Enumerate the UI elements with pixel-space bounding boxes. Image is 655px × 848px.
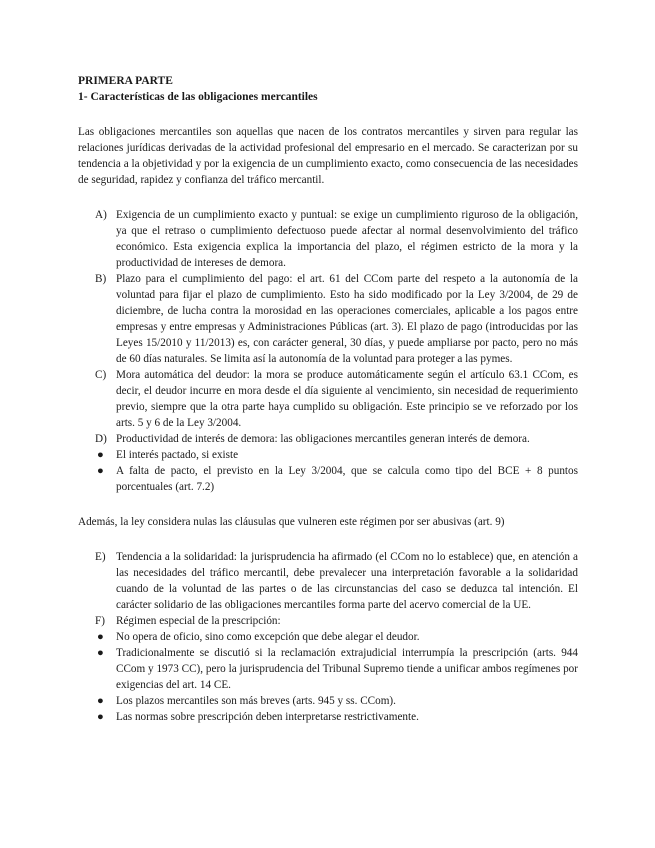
list-item-text: No opera de oficio, sino como excepción que debe alegar el deudor.: [116, 631, 420, 643]
bullet-item: [78, 709, 578, 725]
list-marker: A): [95, 209, 107, 221]
list-item-text: Plazo para el cumplimiento del pago: el art. 61 del CCom parte del respeto a la autonomía de la voluntad para fijar el plazo de cumplimiento. Esto ha sido modificado por la Ley 3/2004, de 29 de diciembre, de lucha contra la morosidad en las operaciones comerciales, aplicable a los pagos entre empresas y entre empresas y Administraciones Públicas (art. 3). El plazo de pago (introducidas por las Leyes 15/2010 y 11/2013) es, con carácter general, 30 días, y puede ampliarse por pacto, pero no más de 60 días naturales. Se limita así la autonomía de la voluntad para proteger a las pymes.: [116, 273, 578, 365]
document-page: [78, 73, 578, 725]
list-item-text: Régimen especial de la prescripción:: [116, 615, 281, 627]
bullet-icon: ●: [97, 631, 104, 643]
bullet-item: [78, 447, 578, 463]
characteristics-list-1: [78, 207, 578, 495]
list-item-text: Tradicionalmente se discutió si la reclamación extrajudicial interrumpía la prescripción (arts. 944 CCom y 1973 CC), pero la jurisprudencia del Tribunal Supremo tiende a unificar ambos regímenes por exigencias del art. 14 CE.: [116, 647, 578, 691]
list-item-a: [78, 207, 578, 271]
list-item-e: [78, 549, 578, 613]
list-item-text: A falta de pacto, el previsto en la Ley 3/2004, que se calcula como tipo del BCE + 8 puntos porcentuales (art. 7.2): [116, 465, 578, 493]
list-marker: F): [95, 615, 105, 627]
list-item-b: [78, 271, 578, 367]
list-item-text: Los plazos mercantiles son más breves (arts. 945 y ss. CCom).: [116, 695, 396, 707]
list-item-text: Productividad de interés de demora: las obligaciones mercantiles generan interés de demora.: [116, 433, 530, 445]
list-item-text: Mora automática del deudor: la mora se produce automáticamente según el artículo 63.1 CCom, es decir, el deudor incurre en mora desde el día siguiente al vencimiento, sin necesidad de requerimiento previo, siempre que la otra parte haya cumplido su obligación. Este principio se ve reforzado por los arts. 5 y 6 de la Ley 3/2004.: [116, 369, 578, 429]
bullet-item: [78, 693, 578, 709]
bullet-item: [78, 629, 578, 645]
list-marker: E): [95, 551, 106, 563]
intro-paragraph: Las obligaciones mercantiles son aquellas que nacen de los contratos mercantiles y sirven para regular las relaciones jurídicas derivadas de la actividad profesional del empresario en el mercado. Se caracterizan por su tendencia a la objetividad y por la exigencia de un cumplimiento exacto, como consecuencia de las necesidades de seguridad, rapidez y confianza del tráfico mercantil.: [78, 126, 578, 186]
bullet-item: [78, 645, 578, 693]
bullet-icon: ●: [97, 647, 104, 659]
list-item-text: Las normas sobre prescripción deben interpretarse restrictivamente.: [116, 711, 419, 723]
bullet-icon: ●: [97, 465, 104, 477]
list-item-text: Exigencia de un cumplimiento exacto y puntual: se exige un cumplimiento riguroso de la obligación, ya que el retraso o cumplimiento defectuoso puede afectar al normal desenvolvimiento del tráfico económico. Esta exigencia explica la importancia del plazo, el régimen estricto de la mora y la productividad de intereses de demora.: [116, 209, 578, 269]
part-title: PRIMERA PARTE: [78, 75, 173, 87]
list-marker: C): [95, 369, 107, 381]
bullet-icon: ●: [97, 695, 104, 707]
list-marker: B): [95, 273, 107, 285]
section-title: 1- Características de las obligaciones mercantiles: [78, 91, 318, 103]
list-marker: D): [95, 433, 107, 445]
list-item-text: El interés pactado, si existe: [116, 449, 239, 461]
bullet-item: [78, 463, 578, 495]
note-paragraph: Además, la ley considera nulas las cláusulas que vulneren este régimen por ser abusivas (art. 9): [78, 516, 505, 528]
characteristics-list-2: [78, 549, 578, 725]
list-item-c: [78, 367, 578, 431]
bullet-icon: ●: [97, 449, 104, 461]
bullet-icon: ●: [97, 711, 104, 723]
list-item-d: [78, 431, 578, 447]
list-item-text: Tendencia a la solidaridad: la jurisprudencia ha afirmado (el CCom no lo establece) que, en atención a las necesidades del tráfico mercantil, debe prevalecer una interpretación favorable a la solidaridad cuando de la voluntad de las partes o de las circunstancias del caso se deduzca tal intención. El carácter solidario de las obligaciones mercantiles forma parte del acervo comercial de la UE.: [116, 551, 578, 611]
list-item-f: [78, 613, 578, 629]
